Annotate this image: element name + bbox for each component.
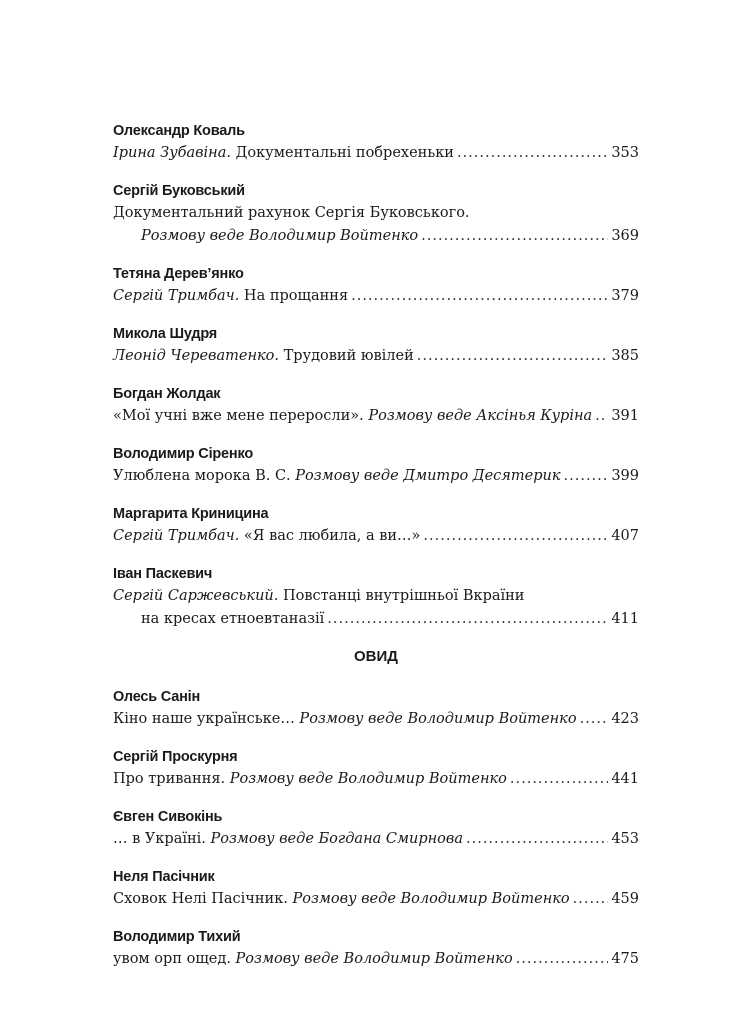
- leader-dots: [595, 405, 608, 428]
- toc-entry: [113, 746, 639, 791]
- leader-dots: [516, 948, 609, 971]
- leader-dots: [580, 708, 609, 731]
- leader-dots: [351, 285, 608, 308]
- entry-line: [113, 585, 639, 608]
- toc-entry: [113, 263, 639, 308]
- toc-entry: [113, 120, 639, 165]
- section-title: ОВИД: [354, 648, 398, 665]
- toc-entry: [113, 926, 639, 971]
- page-number: 353: [611, 145, 639, 161]
- entry-italic: Сергій Саржевський.: [113, 588, 279, 604]
- page-number: 475: [611, 951, 639, 967]
- toc-entry: [113, 180, 639, 248]
- entry-author: Іван Паскевич: [113, 566, 213, 582]
- entry-title: «Я вас любила, а ви…»: [239, 528, 421, 544]
- entry-line: [113, 768, 639, 791]
- entry-author: Володимир Тихий: [113, 929, 241, 945]
- toc-entry: [113, 806, 639, 851]
- entry-italic: Ірина Зубавіна.: [113, 145, 231, 161]
- toc-entry: [113, 503, 639, 548]
- entry-title: Улюблена морока В. С.: [113, 468, 291, 484]
- entry-title: Повстанці внутрішньої Вкраїни: [278, 588, 525, 604]
- entry-title: Про тривання.: [113, 771, 226, 787]
- leader-dots: [457, 142, 608, 165]
- entry-italic: Розмову веде Володимир Войтенко: [294, 711, 577, 727]
- entry-author: Маргарита Криницина: [113, 506, 269, 522]
- leader-dots: [466, 828, 608, 851]
- entry-line: [113, 608, 639, 631]
- leader-dots: [421, 225, 608, 248]
- entry-author: Сергій Буковський: [113, 183, 245, 199]
- entry-italic: Розмову веде Богдана Смирнова: [205, 831, 463, 847]
- entry-author: Неля Пасічник: [113, 869, 215, 885]
- leader-dots: [423, 525, 608, 548]
- entry-italic: Розмову веде Володимир Войтенко: [141, 228, 419, 244]
- entry-author: Олександр Коваль: [113, 123, 245, 139]
- table-of-contents: [113, 120, 639, 986]
- entry-author: Євген Сивокінь: [113, 809, 223, 825]
- entry-line: [113, 202, 639, 225]
- entry-title: Трудовий ювілей: [279, 348, 414, 364]
- entry-italic: Леонід Череватенко.: [113, 348, 280, 364]
- entry-title: … в Україні.: [113, 831, 206, 847]
- entry-italic: Розмову веде Аксінья Куріна: [363, 408, 593, 424]
- entry-title: Документальні побрехеньки: [230, 145, 454, 161]
- entry-line: [113, 828, 639, 851]
- entry-line: [113, 465, 639, 488]
- entry-author: Олесь Санін: [113, 689, 201, 705]
- entry-author: Богдан Жолдак: [113, 386, 221, 402]
- toc-entry: [113, 383, 639, 428]
- page-number: 407: [611, 528, 639, 544]
- page-number: 391: [611, 408, 639, 424]
- entry-title: Кіно наше українське…: [113, 711, 295, 727]
- toc-entry: [113, 563, 639, 631]
- entry-title: На прощання: [239, 288, 349, 304]
- entry-author: Сергій Проскурня: [113, 749, 238, 765]
- page-number: 441: [611, 771, 639, 787]
- entry-title: на кресах етноевтаназії: [141, 611, 325, 627]
- leader-dots: [327, 608, 608, 631]
- leader-dots: [417, 345, 609, 368]
- entry-line: [113, 708, 639, 731]
- entry-title: «Мої учні вже мене переросли».: [113, 408, 364, 424]
- entry-title: Сховок Нелі Пасічник.: [113, 891, 288, 907]
- page-number: 423: [611, 711, 639, 727]
- entry-line: [113, 405, 639, 428]
- page-number: 379: [611, 288, 639, 304]
- entry-line: [113, 345, 639, 368]
- entry-line: [113, 888, 639, 911]
- page-number: 369: [611, 228, 639, 244]
- page-number: 385: [611, 348, 639, 364]
- entry-italic: Сергій Тримбач.: [113, 288, 240, 304]
- toc-entry: [113, 866, 639, 911]
- entry-line: [113, 142, 639, 165]
- page-number: 453: [611, 831, 639, 847]
- entry-italic: Сергій Тримбач.: [113, 528, 240, 544]
- page-number: 411: [611, 611, 639, 627]
- page-number: 399: [611, 468, 639, 484]
- leader-dots: [564, 465, 609, 488]
- entry-italic: Розмову веде Володимир Войтенко: [287, 891, 570, 907]
- entry-line: [113, 525, 639, 548]
- entry-author: Микола Шудря: [113, 326, 218, 342]
- entry-line: [113, 225, 639, 248]
- entry-title: Документальний рахунок Сергія Буковського.: [113, 205, 470, 221]
- entry-italic: Розмову веде Дмитро Десятерик: [290, 468, 561, 484]
- entry-line: [113, 285, 639, 308]
- leader-dots: [510, 768, 608, 791]
- toc-entry: [113, 443, 639, 488]
- entry-author: Володимир Сіренко: [113, 446, 253, 462]
- entry-italic: Розмову веде Володимир Войтенко: [230, 951, 513, 967]
- leader-dots: [573, 888, 609, 911]
- page-number: 459: [611, 891, 639, 907]
- entry-line: [113, 948, 639, 971]
- toc-entry: [113, 323, 639, 368]
- toc-entry: [113, 686, 639, 731]
- entry-title: увом орп ощед.: [113, 951, 231, 967]
- entry-author: Тетяна Дерев’янко: [113, 266, 244, 282]
- entry-italic: Розмову веде Володимир Войтенко: [225, 771, 507, 787]
